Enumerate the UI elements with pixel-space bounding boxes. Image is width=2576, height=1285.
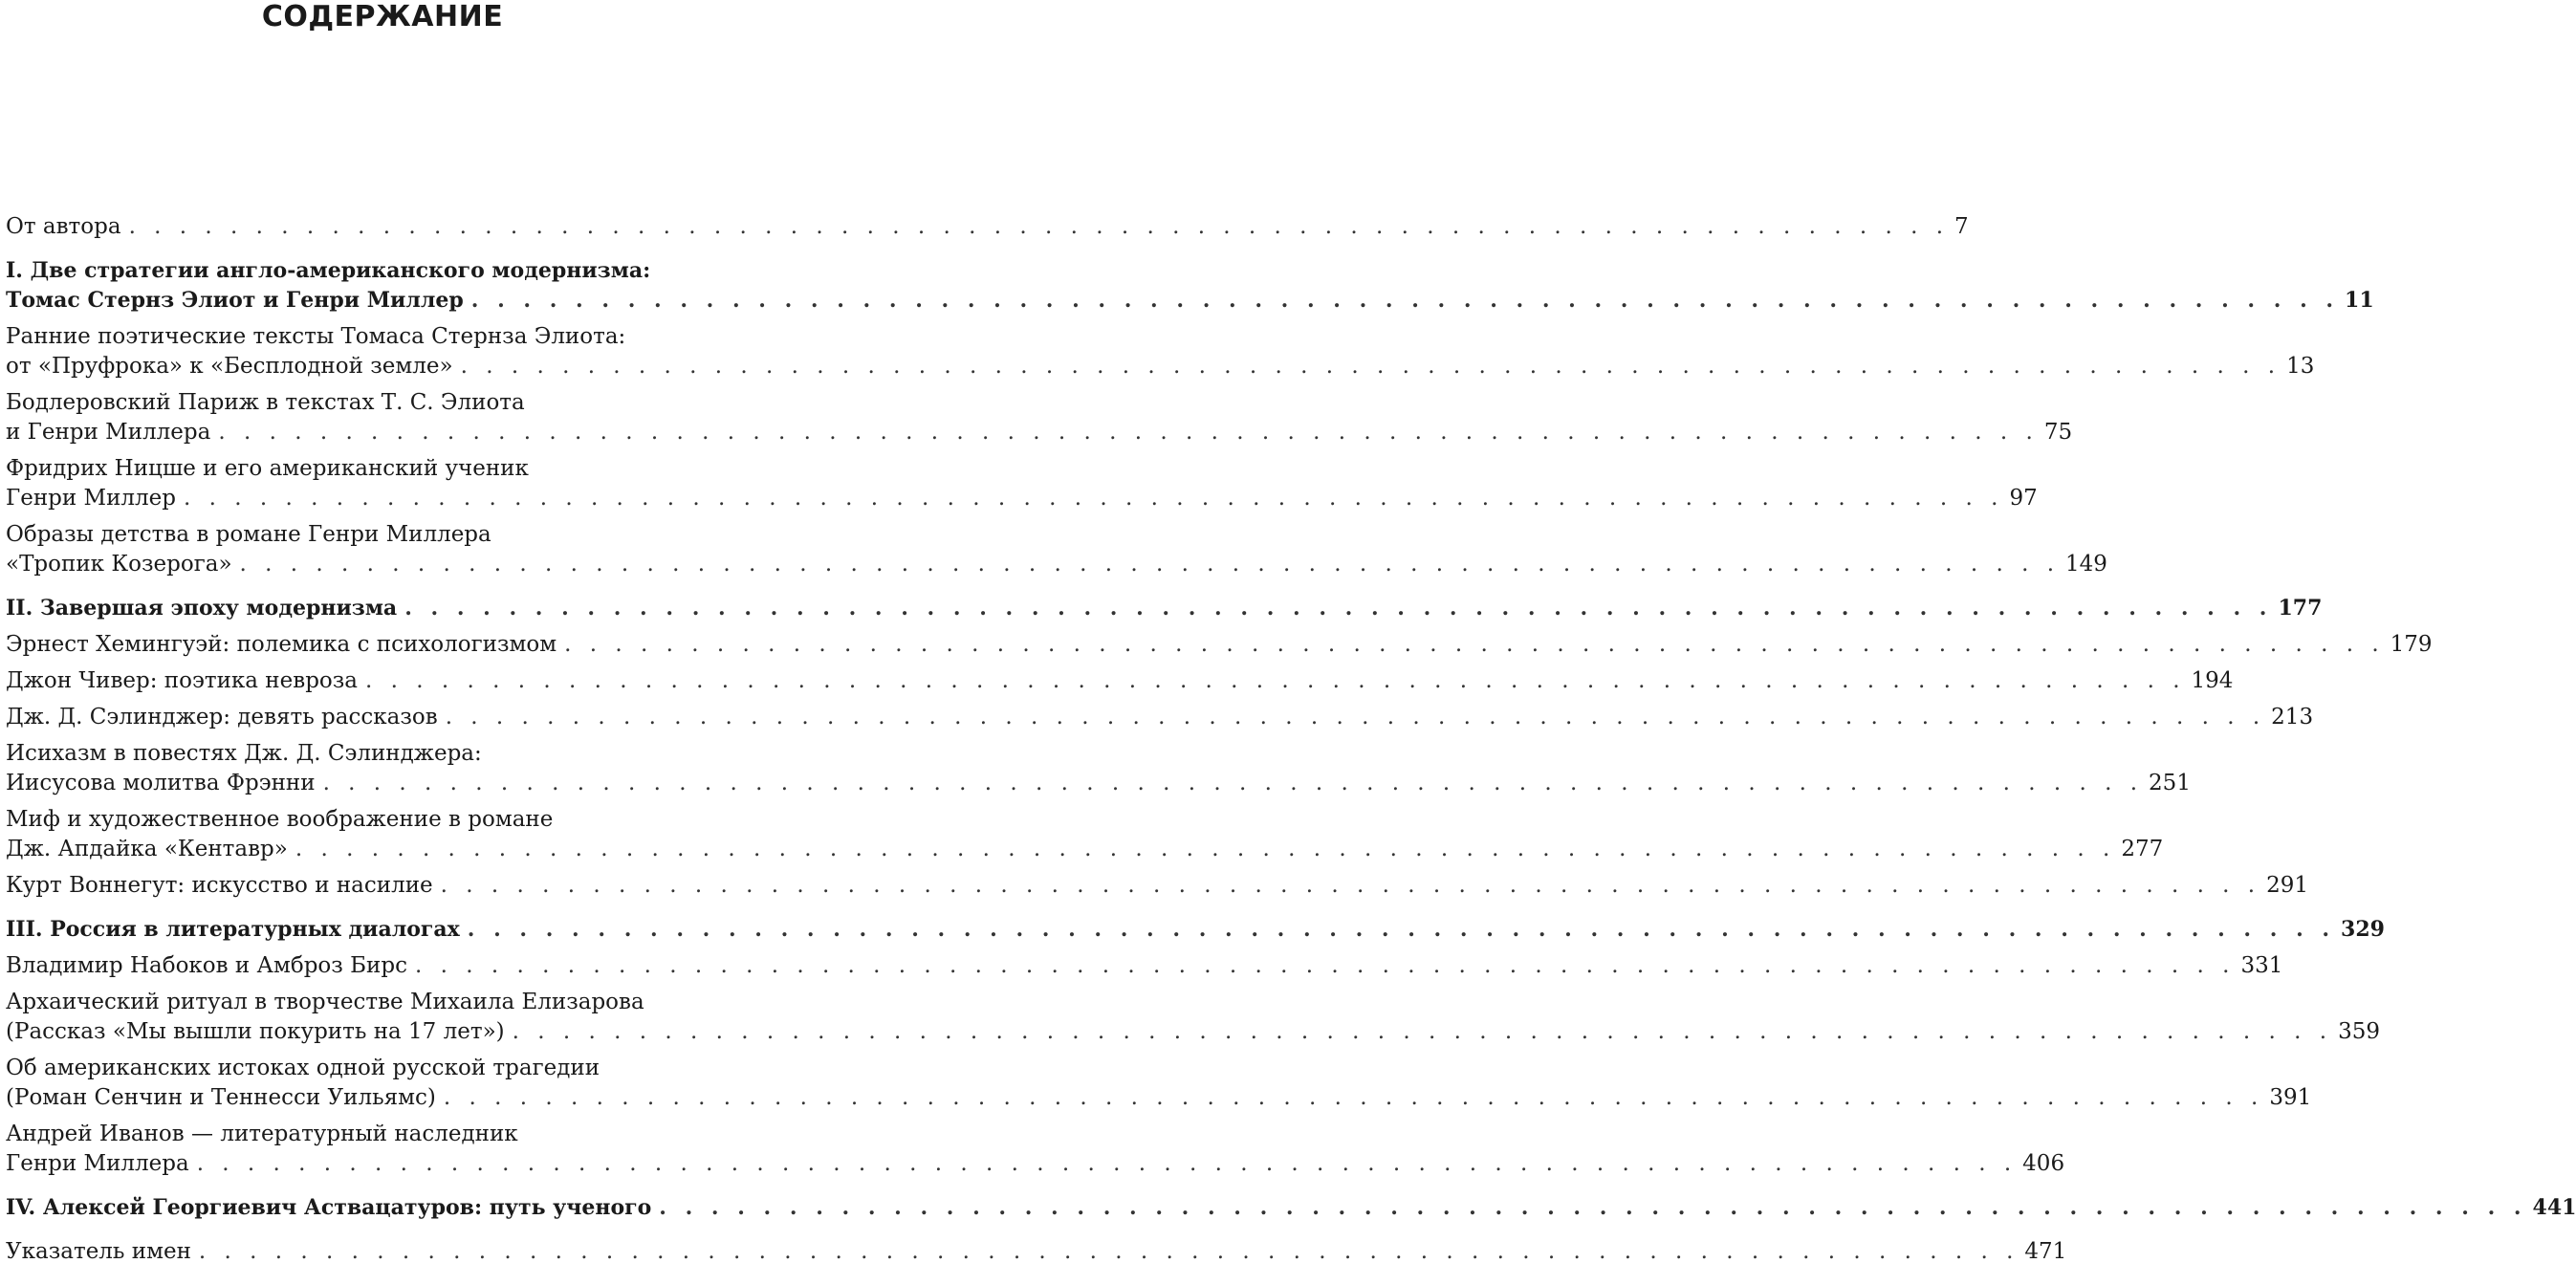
toc-entry[interactable] [6, 871, 2309, 901]
toc-page-number: 329 [2341, 917, 2385, 942]
toc-page-number: 359 [2338, 1019, 2381, 1044]
toc-section-entry[interactable] [6, 256, 2374, 316]
toc-entry-title: Дж. Д. Сэлинджер: девять рассказов [6, 705, 438, 730]
toc-leader-dots: . . . . . . . . . . . . . . . . . . . . . . . . . . . . . . . . . . . . . . . . . . . . . . . . . . . . . . . . . . . . . . . . . . . . . . . . [467, 917, 2336, 942]
toc-entry-last-line [6, 871, 2309, 901]
toc-entry[interactable] [6, 1120, 2065, 1179]
toc-entry-title: III. Россия в литературных диалогах [6, 917, 460, 942]
toc-entry-title-line: Генри Миллер [6, 486, 176, 511]
toc-page-number: 406 [2022, 1151, 2065, 1176]
toc-leader-dots: . . . . . . . . . . . . . . . . . . . . . . . . . . . . . . . . . . . . . . . . . . . . . . . . . . . . . . . . . . . . . . . . . . . . . . . . [443, 1085, 2264, 1110]
toc-leader-dots: . . . . . . . . . . . . . . . . . . . . . . . . . . . . . . . . . . . . . . . . . . . . . . . . . . . . . . . . . . . . . . . . . . . . . . . . [218, 420, 2039, 445]
toc-entry-title-line: Миф и художественное воображение в романе [6, 807, 554, 832]
toc-leader-dots: . . . . . . . . . . . . . . . . . . . . . . . . . . . . . . . . . . . . . . . . . . . . . . . . . . . . . . . . . . . . . . . . . . . . . . . . [440, 873, 2261, 898]
toc-entry-last-line [6, 835, 2164, 864]
table-of-contents [6, 212, 2576, 1267]
toc-entry-last-line [6, 1149, 2065, 1179]
toc-leader-dots: . . . . . . . . . . . . . . . . . . . . . . . . . . . . . . . . . . . . . . . . . . . . . . . . . . . . . . . . . . . . . . . . . . . . . . . . [512, 1019, 2333, 1044]
toc-section-entry[interactable] [6, 594, 2323, 623]
toc-leader-dots: . . . . . . . . . . . . . . . . . . . . . . . . . . . . . . . . . . . . . . . . . . . . . . . . . . . . . . . . . . . . . . . . . . . . . . . . [198, 1239, 2019, 1264]
toc-entry-last-line [6, 550, 2107, 579]
toc-entry-title-line: «Тропик Козерога» [6, 552, 232, 577]
toc-leader-dots: . . . . . . . . . . . . . . . . . . . . . . . . . . . . . . . . . . . . . . . . . . . . . . . . . . . . . . . . . . . . . . . . . . . . . . . . [445, 705, 2266, 730]
toc-entry-title-line: Архаический ритуал в творчестве Михаила Елизарова [6, 990, 644, 1014]
toc-entry-last-line [6, 703, 2314, 732]
toc-entry-title-line: Томас Стернз Элиот и Генри Миллер [6, 288, 464, 313]
toc-entry-last-line [6, 630, 2433, 660]
toc-entry-title: II. Завершая эпоху модернизма [6, 596, 398, 621]
toc-entry-title-line: Об американских истоках одной русской трагедии [6, 1056, 600, 1080]
toc-entry-last-line [6, 418, 2073, 447]
toc-entry[interactable] [6, 666, 2234, 696]
toc-entry-last-line [6, 1083, 2312, 1113]
toc-entry[interactable] [6, 388, 2073, 447]
toc-entry-title-line: Исихазм в повестях Дж. Д. Сэлинджера: [6, 741, 482, 766]
toc-entry-title: Указатель имен [6, 1239, 191, 1264]
toc-entry-title-line: Дж. Апдайка «Кентавр» [6, 837, 288, 861]
toc-entry[interactable] [6, 805, 2164, 864]
toc-leader-dots: . . . . . . . . . . . . . . . . . . . . . . . . . . . . . . . . . . . . . . . . . . . . . . . . . . . . . . . . . . . . . . . . . . . . . . . . [128, 214, 1950, 239]
toc-page-number: 75 [2043, 420, 2073, 445]
page-title: СОДЕРЖАНИЕ [261, 0, 504, 33]
toc-page-number: 277 [2121, 837, 2164, 861]
toc-page-number: 13 [2286, 354, 2315, 379]
toc-leader-dots: . . . . . . . . . . . . . . . . . . . . . . . . . . . . . . . . . . . . . . . . . . . . . . . . . . . . . . . . . . . . . . . . . . . . . . . . [564, 632, 2385, 657]
toc-page-number: 179 [2390, 632, 2433, 657]
toc-leader-dots: . . . . . . . . . . . . . . . . . . . . . . . . . . . . . . . . . . . . . . . . . . . . . . . . . . . . . . . . . . . . . . . . . . . . . . . . [414, 953, 2236, 978]
toc-entry-title: Курт Воннегут: искусство и насилие [6, 873, 433, 898]
toc-entry-title: Джон Чивер: поэтика невроза [6, 668, 359, 693]
toc-entry[interactable] [6, 1237, 2067, 1267]
toc-entry-title-line: и Генри Миллера [6, 420, 211, 445]
toc-leader-dots: . . . . . . . . . . . . . . . . . . . . . . . . . . . . . . . . . . . . . . . . . . . . . . . . . . . . . . . . . . . . . . . . . . . . . . . . [295, 837, 2116, 861]
toc-entry-last-line [6, 1193, 2576, 1223]
toc-leader-dots: . . . . . . . . . . . . . . . . . . . . . . . . . . . . . . . . . . . . . . . . . . . . . . . . . . . . . . . . . . . . . . . . . . . . . . . . [365, 668, 2186, 693]
toc-entry-last-line [6, 915, 2385, 945]
toc-entry-title: Владимир Набоков и Амброз Бирс [6, 953, 407, 978]
toc-entry[interactable] [6, 703, 2314, 732]
toc-page-number: 7 [1954, 214, 1969, 239]
toc-entry[interactable] [6, 988, 2381, 1047]
toc-entry-last-line [6, 212, 1969, 242]
toc-page-number: 391 [2269, 1085, 2312, 1110]
toc-page-number: 331 [2240, 953, 2283, 978]
toc-entry-title-line: Генри Миллера [6, 1151, 189, 1176]
toc-entry[interactable] [6, 454, 2038, 513]
toc-entry-title-line: Андрей Иванов — литературный наследник [6, 1122, 518, 1146]
toc-entry-title-line: Ранние поэтические тексты Томаса Стернза Элиота: [6, 324, 626, 349]
toc-entry-title: IV. Алексей Георгиевич Аствацатуров: путь ученого [6, 1195, 652, 1220]
toc-entry[interactable] [6, 322, 2315, 381]
toc-page-number: 213 [2271, 705, 2314, 730]
toc-entry-title: Эрнест Хемингуэй: полемика с психологизмом [6, 632, 557, 657]
toc-entry-title-line: Бодлеровский Париж в текстах Т. С. Элиота [6, 390, 525, 415]
toc-entry-title-line: (Рассказ «Мы вышли покурить на 17 лет») [6, 1019, 505, 1044]
toc-leader-dots: . . . . . . . . . . . . . . . . . . . . . . . . . . . . . . . . . . . . . . . . . . . . . . . . . . . . . . . . . . . . . . . . . . . . . . . . [470, 288, 2340, 313]
toc-entry-title-line: от «Пруфрока» к «Бесплодной земле» [6, 354, 453, 379]
toc-entry-last-line [6, 594, 2323, 623]
toc-leader-dots: . . . . . . . . . . . . . . . . . . . . . . . . . . . . . . . . . . . . . . . . . . . . . . . . . . . . . . . . . . . . . . . . . . . . . . . . [322, 771, 2144, 795]
toc-entry[interactable] [6, 1054, 2312, 1113]
toc-entry-title-line: (Роман Сенчин и Теннесси Уильямс) [6, 1085, 436, 1110]
toc-entry-last-line [6, 484, 2038, 513]
toc-leader-dots: . . . . . . . . . . . . . . . . . . . . . . . . . . . . . . . . . . . . . . . . . . . . . . . . . . . . . . . . . . . . . . . . . . . . . . . . [460, 354, 2281, 379]
toc-page-number: 149 [2065, 552, 2107, 577]
toc-entry[interactable] [6, 739, 2191, 798]
toc-page-number: 471 [2024, 1239, 2067, 1264]
toc-leader-dots: . . . . . . . . . . . . . . . . . . . . . . . . . . . . . . . . . . . . . . . . . . . . . . . . . . . . . . . . . . . . . . . . . . . . . . . . [239, 552, 2061, 577]
toc-entry-title-line: Фридрих Ницше и его американский ученик [6, 456, 529, 481]
toc-entry-title-line: Иисусова молитва Фрэнни [6, 771, 316, 795]
toc-page-number: 97 [2009, 486, 2038, 511]
toc-page-number: 251 [2149, 771, 2191, 795]
toc-entry-title-line: Образы детства в романе Генри Миллера [6, 522, 491, 547]
toc-entry-last-line [6, 666, 2234, 696]
toc-page-number: 441 [2532, 1195, 2576, 1220]
toc-entry[interactable] [6, 630, 2433, 660]
toc-entry-last-line [6, 1017, 2381, 1047]
toc-entry-last-line [6, 286, 2374, 316]
toc-section-entry[interactable] [6, 915, 2385, 945]
toc-entry-title: От автора [6, 214, 121, 239]
toc-entry[interactable] [6, 951, 2283, 981]
toc-leader-dots: . . . . . . . . . . . . . . . . . . . . . . . . . . . . . . . . . . . . . . . . . . . . . . . . . . . . . . . . . . . . . . . . . . . . . . . . [404, 596, 2273, 621]
toc-entry-last-line [6, 1237, 2067, 1267]
toc-page-number: 194 [2191, 668, 2234, 693]
toc-page-number: 177 [2278, 596, 2323, 621]
toc-leader-dots: . . . . . . . . . . . . . . . . . . . . . . . . . . . . . . . . . . . . . . . . . . . . . . . . . . . . . . . . . . . . . . . . . . . . . . . . [659, 1195, 2527, 1220]
toc-leader-dots: . . . . . . . . . . . . . . . . . . . . . . . . . . . . . . . . . . . . . . . . . . . . . . . . . . . . . . . . . . . . . . . . . . . . . . . . [196, 1151, 2018, 1176]
toc-entry[interactable] [6, 212, 1969, 242]
toc-page-number: 11 [2345, 288, 2374, 313]
toc-entry-last-line [6, 769, 2191, 798]
toc-entry-last-line [6, 951, 2283, 981]
toc-entry-title-line: I. Две стратегии англо-американского модернизма: [6, 258, 651, 283]
toc-section-entry[interactable] [6, 1193, 2576, 1223]
toc-leader-dots: . . . . . . . . . . . . . . . . . . . . . . . . . . . . . . . . . . . . . . . . . . . . . . . . . . . . . . . . . . . . . . . . . . . . . . . . [183, 486, 2004, 511]
toc-entry-last-line [6, 352, 2315, 381]
toc-entry[interactable] [6, 520, 2107, 579]
toc-page-number: 291 [2266, 873, 2309, 898]
